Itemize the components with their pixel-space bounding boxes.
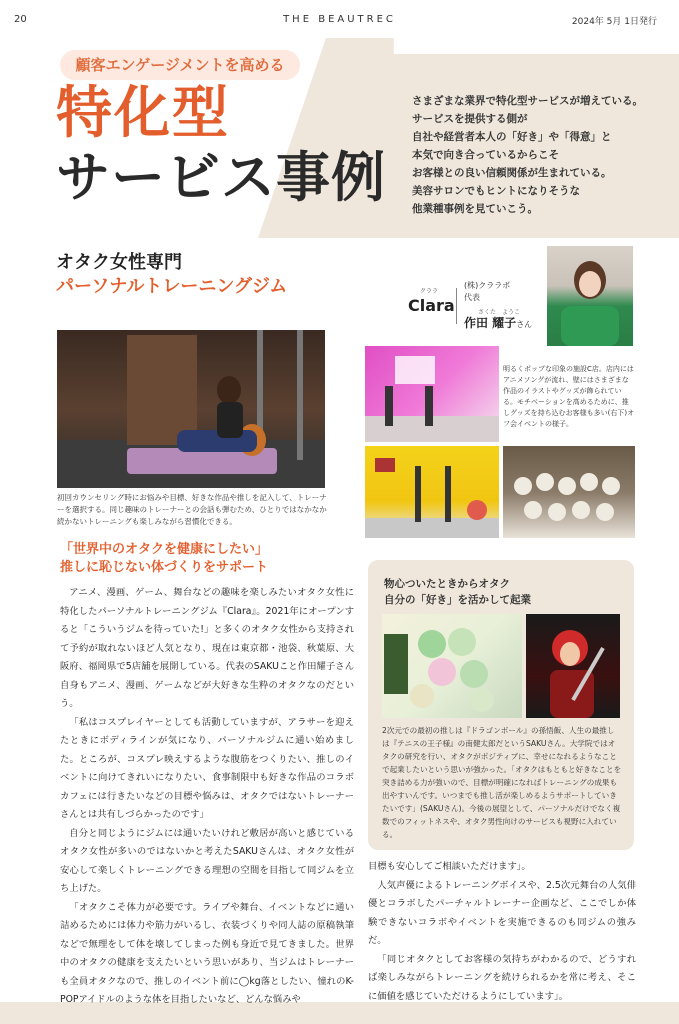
- dragonball-goods-photo: [382, 614, 522, 718]
- person-ruby: さくた ようこ: [478, 309, 521, 316]
- article-quote-subheading: 推しに恥じない体づくりをサポート: [60, 560, 269, 575]
- pink-room-photo: [365, 346, 499, 442]
- article-paragraph: 人気声優によるトレーニングボイスや、2.5次元舞台の人気俳優とコラボしたパーチャルトレーナー企画など、ここでしか体験できないコラボやイベントを実施できるのも同ジムの強みだ。: [368, 879, 636, 946]
- intro-line: サービスを提供する側が: [412, 113, 528, 125]
- page-title-line2: サービス事例: [56, 146, 386, 209]
- company-name: (株)クララボ: [464, 281, 511, 290]
- yellow-room-photo: [365, 446, 499, 538]
- intro-text: [412, 92, 652, 218]
- brand-name: Clara: [408, 296, 455, 315]
- page-number: 20: [14, 14, 27, 25]
- intro-line: 他業種事例を見ていこう。: [412, 203, 538, 215]
- gym-training-photo: [57, 330, 325, 488]
- issue-date: 2024年 5月 1日発行: [571, 17, 657, 27]
- section-heading: オタク女性専門: [56, 252, 182, 273]
- intro-line: お客様との良い信頼関係が生まれている。: [412, 167, 612, 179]
- portrait-photo: [547, 246, 633, 346]
- pink-room-illustration: [365, 346, 499, 442]
- cosplay-illustration: [526, 614, 620, 718]
- gym-illustration: [57, 330, 325, 488]
- goods-illustration: [382, 614, 522, 718]
- intro-line: 自社や経営者本人の「好き」や「得意」と: [412, 131, 612, 143]
- page-title-line1: 特化型: [56, 81, 230, 146]
- vertical-divider: [456, 288, 457, 324]
- magazine-title: THE BEAUTREC: [283, 14, 396, 25]
- article-body-right: [368, 858, 636, 1006]
- person-name-suffix: さん: [516, 320, 533, 329]
- sidebar-box-text: 2次元での最初の推しは『ドラゴンボール』の孫悟飯、人生の最推しは『テニスの王子様』の南健太郎だというSAKUさん。大学院ではオタクの研究を行い、オタクがポジティブに、幸せになれるようなことで起業したいという思いが強かった。「オタクはもともと好きなことを突き詰める力が強いので、目標が明確になればトレーニングの成果も出やすいんです。いつまでも推し活が楽しめるようサポートしていきたいです」(SAKUさん)。今後の展望として、パーソナルだけでなく複数でのフィットネスや、オタク男性向けのサービスも視野に入れている。: [382, 726, 622, 839]
- person-name: [464, 314, 532, 331]
- gym-photo-caption: 初回カウンセリング時にお悩みや目標、好きな作品や推しを記入して、トレーナーを選択する。同じ趣味のトレーナーとの会話も弾むため、ひとりではなかなか続かないトレーニングも楽しみながら習慣化できる。: [57, 493, 327, 526]
- article-paragraph: 「同じオタクとしてお客様の気持ちがわかるので、どうすれば楽しみながらトレーニングを続けられるかを常に考え、そこに価値を感じていただけるようにしています」。: [368, 953, 636, 1002]
- company-role: 代表: [464, 293, 480, 302]
- person-name-text: 作田 耀子: [464, 316, 517, 330]
- portrait-illustration: [547, 246, 633, 346]
- intro-line: さまざまな業界で特化型サービスが増えている。: [412, 95, 643, 107]
- brand-ruby: クララ: [420, 288, 439, 295]
- intro-line: 美容サロンでもヒントになりそうな: [412, 185, 580, 197]
- event-group-photo: [503, 446, 635, 538]
- sidebar-box-title: 物心ついたときからオタク: [384, 578, 510, 590]
- article-paragraph: 「私はコスプレイヤーとしても活動していますが、アラサーを迎えたときにボディラインが気になり、パーソナルジムに通い始めました。ところが、コスプレ映えするような腹筋をつくりたい、推しのイベントに向けてきれいになりたい、食事制限中も好きな作品のコラボカフェには行きたいなどの目標や悩みは、オタクではないトレーナーさんとは共有しづらかったのです」: [60, 716, 354, 820]
- yellow-room-illustration: [365, 446, 499, 538]
- article-paragraph: 自分と同じようにジムには通いたいけれど敷居が高いと感じているオタク女性が多いのではないかと考えたSAKUさんは、オタク女性が安心して楽しくトレーニングできる理想の空間を目指して同ジムを立ち上げた。: [60, 827, 354, 894]
- article-body-left: [60, 584, 354, 1010]
- section-subheading: パーソナルトレーニングジム: [56, 276, 288, 297]
- article-paragraph: アニメ、漫画、ゲーム、舞台などの趣味を楽しみたいオタク女性に特化したパーソナルトレーニングジム『Clara』。2021年にオープンすると「こういうジムを待っていた!」と多くのオタク女性から支持されて予約が取れないほど人気となり、現在は東京都・池袋、秋葉原、大阪府、福岡県で5店舗を展開している。代表のSAKUこと作田耀子さん自身もアニメ、漫画、ゲームなどが大好きな生粋のオタクなのだという。: [60, 587, 354, 709]
- cosplay-photo: [526, 614, 620, 718]
- sidebar-box-subtitle: 自分の「好き」を活かして起業: [384, 594, 531, 606]
- event-illustration: [503, 446, 635, 538]
- article-paragraph: 「オタクこそ体力が必要です。ライブや舞台、イベントなどに通い詰めるためには体力や筋力がいるし、衣装づくりや同人誌の原稿執筆などで無理をして体を壊してしまった例も身近で見てきました。世界中のオタクの健康を支えたいという思いがあり、当ジムはトレーナーも全員オタクなので、推しのイベント前に◯kg落としたい、憧れのK-POPアイドルのような体を目指したいなど、どんな悩みや: [60, 901, 354, 1005]
- intro-line: 本気で向き合っているからこそ: [412, 149, 559, 161]
- category-pill: 顧客エンゲージメントを高める: [60, 50, 300, 80]
- article-paragraph: 目標も安心してご相談いただけます」。: [368, 861, 531, 872]
- article-quote-heading: 「世界中のオタクを健康にしたい」: [60, 542, 269, 557]
- room-photos-caption: 明るくポップな印象の施設C店。店内にはアニメソングが流れ、壁にはさまざまな作品のイラストやグッズが飾られている。モチベーションを高めるために、推しグッズを持ち込むお客様も多い(右下)オフ会イベントの様子。: [503, 365, 635, 428]
